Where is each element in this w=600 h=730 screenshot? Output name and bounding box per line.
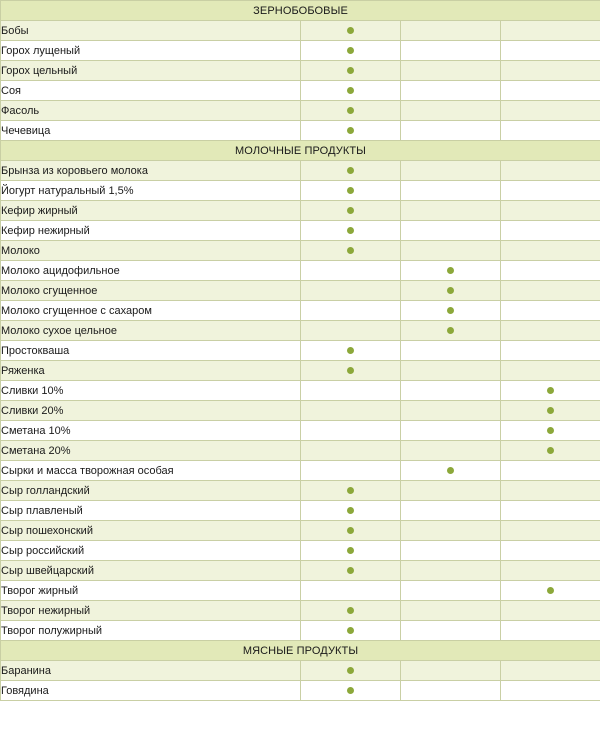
mark-cell-col-1 (301, 661, 401, 681)
mark-cell-col-2 (401, 521, 501, 541)
mark-cell-col-3 (501, 101, 600, 121)
product-name: Сырки и масса творожная особая (1, 461, 301, 481)
mark-cell-col-3 (501, 121, 600, 141)
mark-cell-col-2 (401, 301, 501, 321)
mark-cell-col-2 (401, 561, 501, 581)
mark-cell-col-2 (401, 41, 501, 61)
green-dot-icon (347, 487, 354, 494)
mark-cell-col-2 (401, 421, 501, 441)
mark-cell-col-2 (401, 381, 501, 401)
table-row (1, 21, 600, 41)
mark-cell-col-3 (501, 201, 600, 221)
green-dot-icon (547, 587, 554, 594)
table-row (1, 241, 600, 261)
table-row (1, 101, 600, 121)
product-name: Бобы (1, 21, 301, 41)
green-dot-icon (447, 467, 454, 474)
product-name: Простокваша (1, 341, 301, 361)
mark-cell-col-2 (401, 361, 501, 381)
table-row (1, 601, 600, 621)
table-row (1, 181, 600, 201)
mark-cell-col-3 (501, 361, 600, 381)
mark-cell-col-3 (501, 621, 600, 641)
table-row (1, 581, 600, 601)
product-name: Молоко сгущенное с сахаром (1, 301, 301, 321)
mark-cell-col-1 (301, 621, 401, 641)
mark-cell-col-1 (301, 541, 401, 561)
table-row (1, 341, 600, 361)
mark-cell-col-2 (401, 81, 501, 101)
mark-cell-col-1 (301, 101, 401, 121)
product-name: Сметана 10% (1, 421, 301, 441)
mark-cell-col-1 (301, 161, 401, 181)
green-dot-icon (347, 227, 354, 234)
mark-cell-col-2 (401, 261, 501, 281)
table-row (1, 521, 600, 541)
green-dot-icon (447, 327, 454, 334)
mark-cell-col-3 (501, 501, 600, 521)
table-row (1, 61, 600, 81)
mark-cell-col-3 (501, 421, 600, 441)
green-dot-icon (347, 167, 354, 174)
table-row (1, 481, 600, 501)
mark-cell-col-3 (501, 221, 600, 241)
mark-cell-col-2 (401, 161, 501, 181)
mark-cell-col-3 (501, 401, 600, 421)
mark-cell-col-1 (301, 681, 401, 701)
green-dot-icon (547, 387, 554, 394)
table-row (1, 441, 600, 461)
table-row (1, 121, 600, 141)
product-name: Горох цельный (1, 61, 301, 81)
green-dot-icon (347, 607, 354, 614)
product-name: Молоко сгущенное (1, 281, 301, 301)
mark-cell-col-3 (501, 561, 600, 581)
mark-cell-col-2 (401, 121, 501, 141)
mark-cell-col-3 (501, 301, 600, 321)
product-name: Сыр швейцарский (1, 561, 301, 581)
table-row (1, 361, 600, 381)
green-dot-icon (347, 87, 354, 94)
mark-cell-col-2 (401, 341, 501, 361)
mark-cell-col-3 (501, 441, 600, 461)
mark-cell-col-3 (501, 461, 600, 481)
section-title: МОЛОЧНЫЕ ПРОДУКТЫ (1, 141, 600, 161)
mark-cell-col-1 (301, 301, 401, 321)
product-name: Творог жирный (1, 581, 301, 601)
green-dot-icon (547, 447, 554, 454)
green-dot-icon (347, 567, 354, 574)
mark-cell-col-3 (501, 181, 600, 201)
mark-cell-col-2 (401, 221, 501, 241)
green-dot-icon (347, 367, 354, 374)
section-title: ЗЕРНОБОБОВЫЕ (1, 1, 600, 21)
mark-cell-col-1 (301, 321, 401, 341)
mark-cell-col-3 (501, 661, 600, 681)
green-dot-icon (347, 107, 354, 114)
mark-cell-col-2 (401, 481, 501, 501)
mark-cell-col-1 (301, 201, 401, 221)
mark-cell-col-2 (401, 681, 501, 701)
mark-cell-col-3 (501, 261, 600, 281)
table-row (1, 621, 600, 641)
table-row (1, 201, 600, 221)
mark-cell-col-2 (401, 181, 501, 201)
green-dot-icon (347, 67, 354, 74)
green-dot-icon (447, 267, 454, 274)
mark-cell-col-3 (501, 601, 600, 621)
product-name: Ряженка (1, 361, 301, 381)
product-name: Фасоль (1, 101, 301, 121)
mark-cell-col-2 (401, 441, 501, 461)
mark-cell-col-2 (401, 281, 501, 301)
mark-cell-col-3 (501, 81, 600, 101)
product-name: Молоко сухое цельное (1, 321, 301, 341)
product-name: Сыр российский (1, 541, 301, 561)
mark-cell-col-1 (301, 601, 401, 621)
mark-cell-col-3 (501, 341, 600, 361)
mark-cell-col-3 (501, 521, 600, 541)
green-dot-icon (347, 527, 354, 534)
mark-cell-col-1 (301, 441, 401, 461)
mark-cell-col-3 (501, 161, 600, 181)
mark-cell-col-2 (401, 201, 501, 221)
table-row (1, 681, 600, 701)
mark-cell-col-2 (401, 321, 501, 341)
table-row (1, 41, 600, 61)
mark-cell-col-2 (401, 61, 501, 81)
table-row (1, 161, 600, 181)
green-dot-icon (347, 207, 354, 214)
mark-cell-col-2 (401, 21, 501, 41)
green-dot-icon (547, 407, 554, 414)
mark-cell-col-1 (301, 261, 401, 281)
mark-cell-col-1 (301, 181, 401, 201)
green-dot-icon (547, 427, 554, 434)
mark-cell-col-1 (301, 501, 401, 521)
mark-cell-col-2 (401, 461, 501, 481)
mark-cell-col-2 (401, 581, 501, 601)
mark-cell-col-2 (401, 661, 501, 681)
table-row (1, 401, 600, 421)
mark-cell-col-1 (301, 561, 401, 581)
product-name: Йогурт натуральный 1,5% (1, 181, 301, 201)
mark-cell-col-1 (301, 521, 401, 541)
green-dot-icon (347, 27, 354, 34)
product-name: Сливки 10% (1, 381, 301, 401)
section-header-row (1, 141, 600, 161)
section-title: МЯСНЫЕ ПРОДУКТЫ (1, 641, 600, 661)
green-dot-icon (347, 507, 354, 514)
table-row (1, 541, 600, 561)
mark-cell-col-2 (401, 401, 501, 421)
mark-cell-col-1 (301, 41, 401, 61)
mark-cell-col-3 (501, 381, 600, 401)
green-dot-icon (347, 127, 354, 134)
mark-cell-col-3 (501, 681, 600, 701)
green-dot-icon (347, 247, 354, 254)
table-row (1, 81, 600, 101)
mark-cell-col-3 (501, 281, 600, 301)
mark-cell-col-2 (401, 621, 501, 641)
product-name: Молоко (1, 241, 301, 261)
mark-cell-col-1 (301, 421, 401, 441)
product-name: Баранина (1, 661, 301, 681)
food-table-body (1, 1, 600, 701)
table-row (1, 661, 600, 681)
mark-cell-col-1 (301, 401, 401, 421)
product-name: Горох лущеный (1, 41, 301, 61)
mark-cell-col-1 (301, 21, 401, 41)
mark-cell-col-3 (501, 541, 600, 561)
mark-cell-col-3 (501, 21, 600, 41)
table-row (1, 461, 600, 481)
table-row (1, 381, 600, 401)
mark-cell-col-3 (501, 41, 600, 61)
green-dot-icon (347, 47, 354, 54)
green-dot-icon (347, 347, 354, 354)
product-name: Сыр пошехонский (1, 521, 301, 541)
green-dot-icon (347, 627, 354, 634)
green-dot-icon (347, 687, 354, 694)
green-dot-icon (447, 307, 454, 314)
table-row (1, 501, 600, 521)
product-name: Сливки 20% (1, 401, 301, 421)
product-name: Говядина (1, 681, 301, 701)
product-name: Сыр голландский (1, 481, 301, 501)
table-row (1, 261, 600, 281)
product-name: Молоко ацидофильное (1, 261, 301, 281)
section-header-row (1, 1, 600, 21)
mark-cell-col-1 (301, 61, 401, 81)
mark-cell-col-2 (401, 601, 501, 621)
table-row (1, 561, 600, 581)
green-dot-icon (347, 187, 354, 194)
mark-cell-col-1 (301, 121, 401, 141)
mark-cell-col-3 (501, 241, 600, 261)
mark-cell-col-1 (301, 221, 401, 241)
product-name: Соя (1, 81, 301, 101)
mark-cell-col-1 (301, 81, 401, 101)
mark-cell-col-1 (301, 281, 401, 301)
table-row (1, 301, 600, 321)
product-name: Сыр плавленый (1, 501, 301, 521)
green-dot-icon (347, 547, 354, 554)
mark-cell-col-1 (301, 581, 401, 601)
mark-cell-col-2 (401, 241, 501, 261)
mark-cell-col-1 (301, 341, 401, 361)
green-dot-icon (347, 667, 354, 674)
mark-cell-col-3 (501, 321, 600, 341)
product-name: Творог нежирный (1, 601, 301, 621)
green-dot-icon (447, 287, 454, 294)
mark-cell-col-1 (301, 361, 401, 381)
mark-cell-col-2 (401, 541, 501, 561)
mark-cell-col-1 (301, 461, 401, 481)
product-name: Сметана 20% (1, 441, 301, 461)
table-row (1, 221, 600, 241)
mark-cell-col-2 (401, 501, 501, 521)
mark-cell-col-2 (401, 101, 501, 121)
mark-cell-col-3 (501, 61, 600, 81)
product-name: Творог полужирный (1, 621, 301, 641)
table-row (1, 421, 600, 441)
table-row (1, 281, 600, 301)
mark-cell-col-3 (501, 581, 600, 601)
section-header-row (1, 641, 600, 661)
mark-cell-col-1 (301, 481, 401, 501)
product-name: Кефир нежирный (1, 221, 301, 241)
mark-cell-col-3 (501, 481, 600, 501)
product-name: Кефир жирный (1, 201, 301, 221)
product-name: Брынза из коровьего молока (1, 161, 301, 181)
mark-cell-col-1 (301, 381, 401, 401)
table-row (1, 321, 600, 341)
product-name: Чечевица (1, 121, 301, 141)
mark-cell-col-1 (301, 241, 401, 261)
